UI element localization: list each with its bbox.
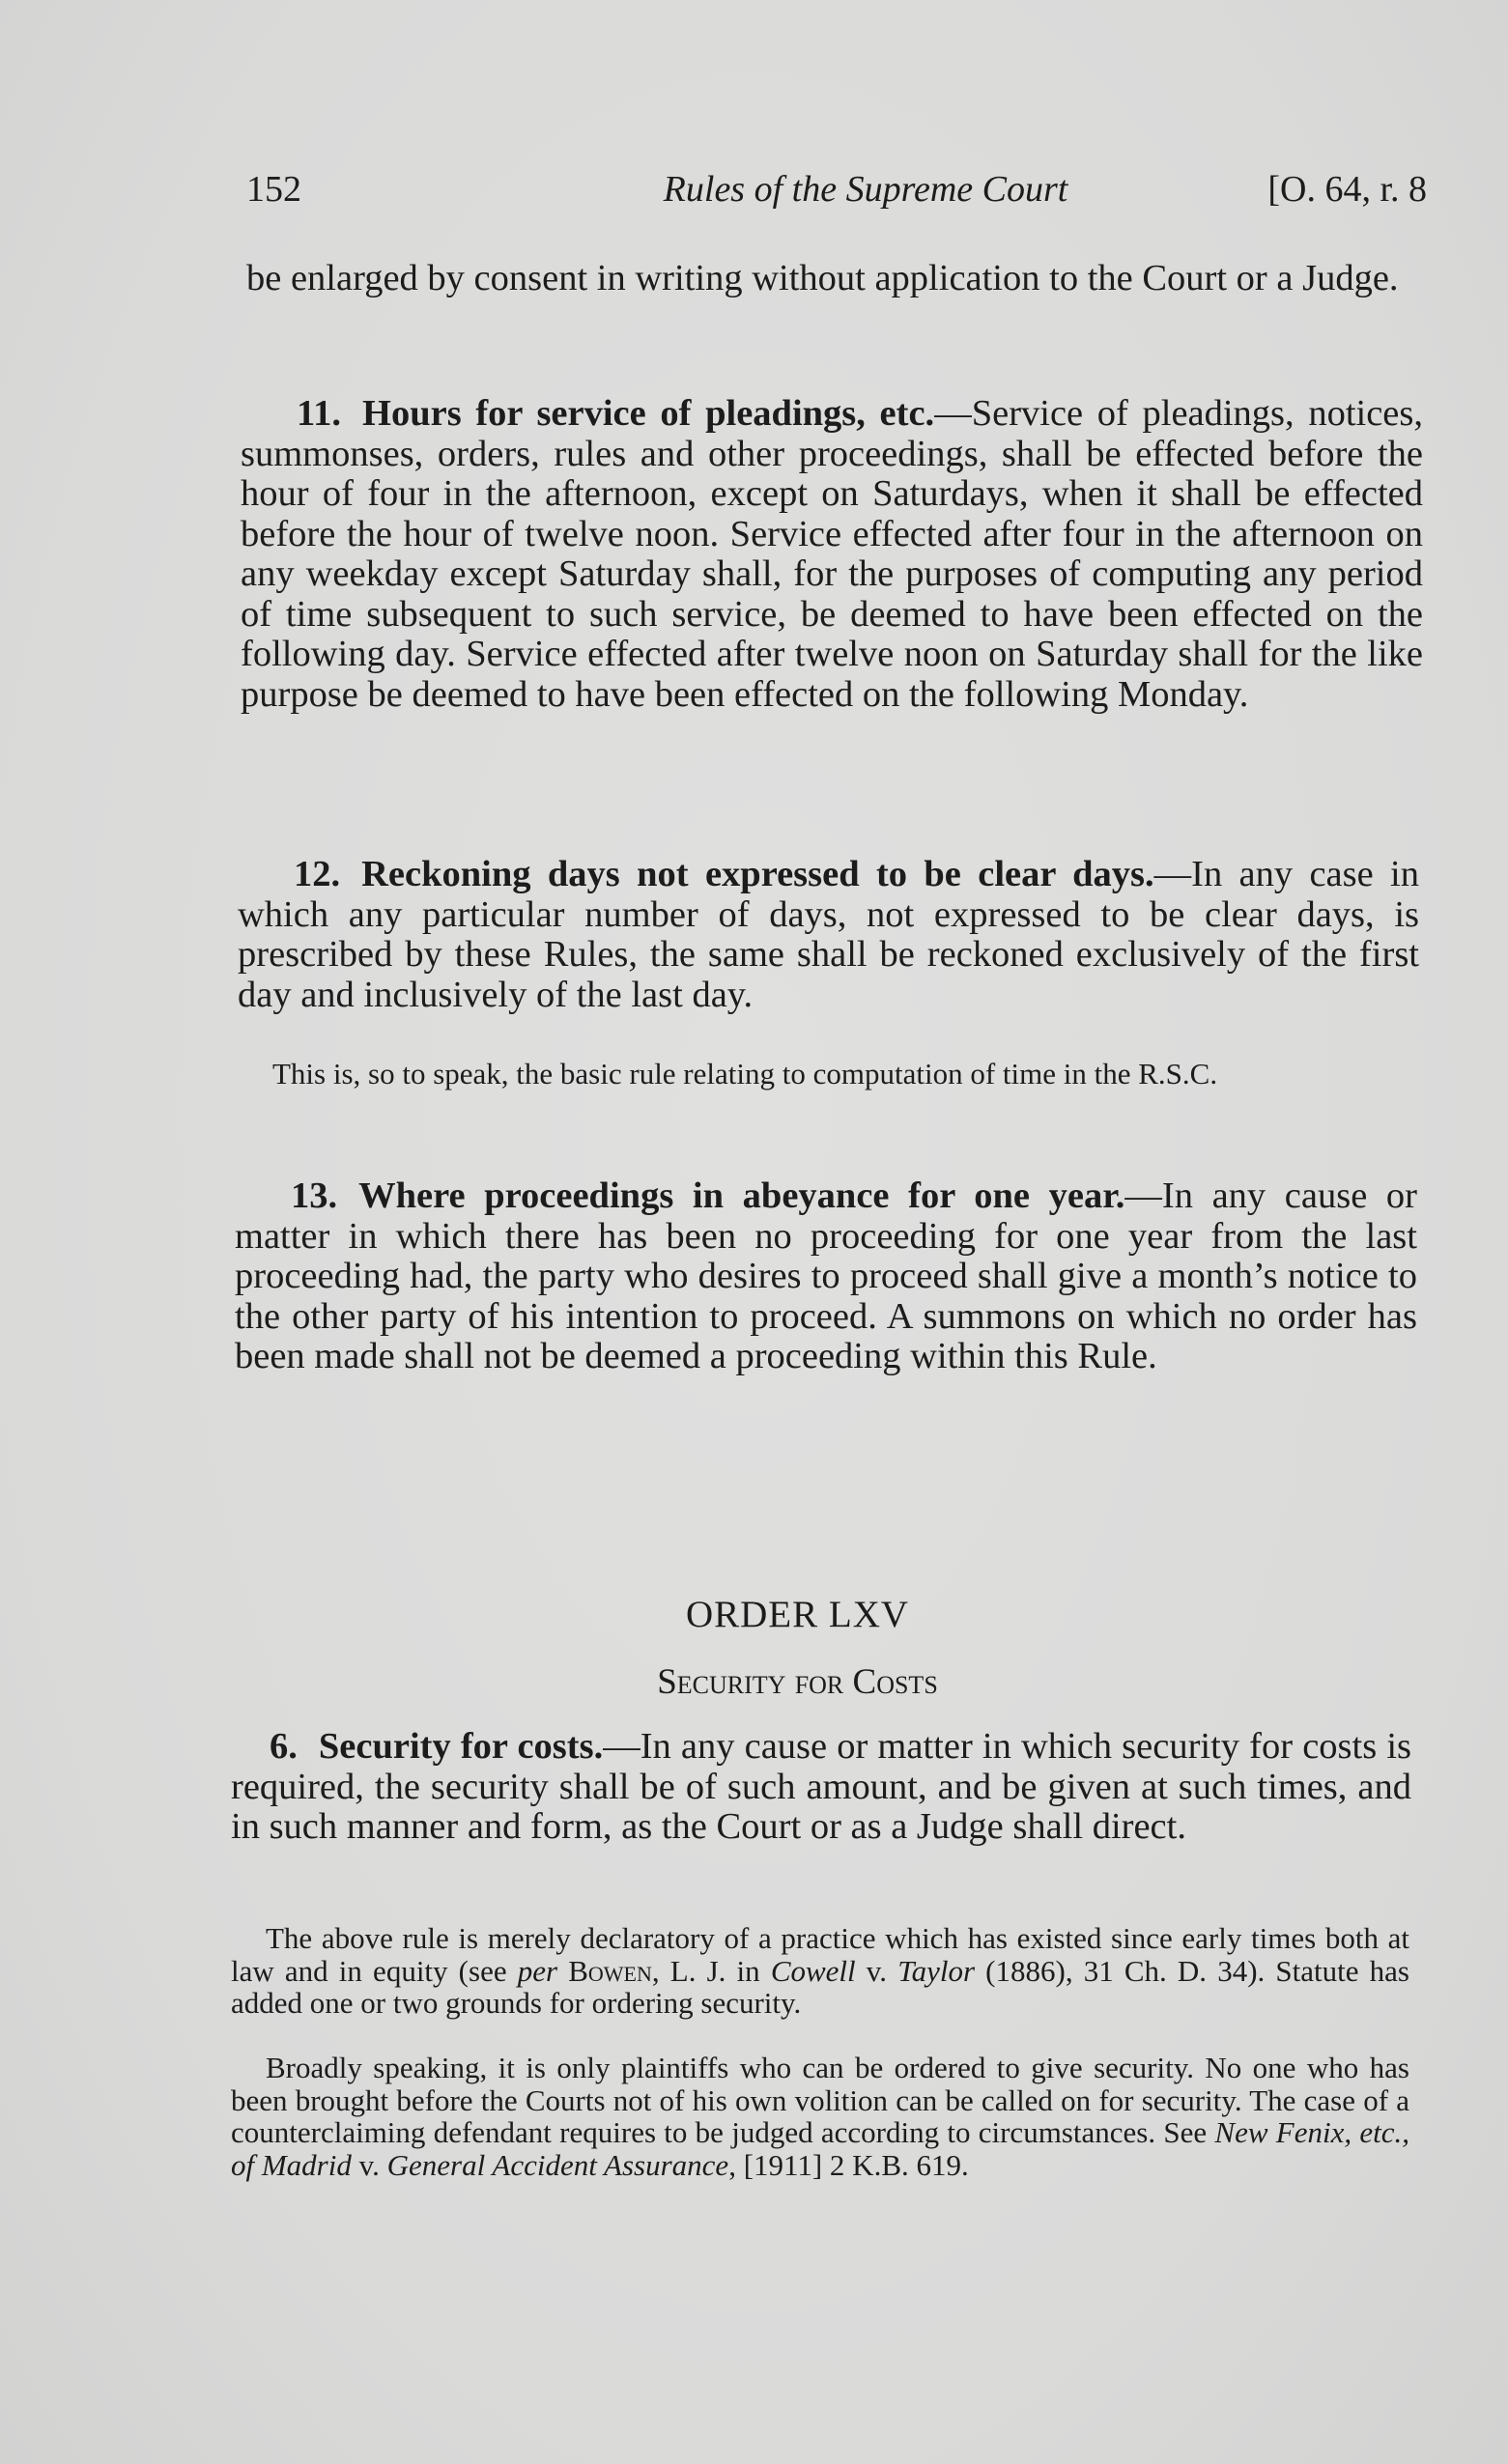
judge-name: Bowen: [568, 1953, 652, 1988]
rule-number: 11.: [297, 393, 342, 434]
versus: v.: [351, 2147, 387, 2182]
page-number: 152: [246, 169, 301, 210]
order-subtitle: Security for Costs: [657, 1662, 938, 1702]
case-party: Taylor: [897, 1953, 976, 1988]
rule-12: [238, 855, 1419, 1015]
section-reference: [O. 64, r. 8: [1267, 169, 1427, 210]
case-party: Cowell: [770, 1953, 856, 1988]
case-party: New Fenix, etc., of Madrid: [231, 2115, 1409, 2182]
running-head: [246, 166, 1427, 212]
rule-text: —In any case in which any particular number of days, not expressed to be clear days, is prescribed by these Rules, the same shall be reckoned exclusively of the first day and inclusively of the last day.: [238, 854, 1420, 1015]
note-text: The above rule is merely declaratory of a practice which has existed since early times both at law and in equity (see: [231, 1921, 1409, 1988]
case-party: General Accident Assurance: [386, 2147, 729, 2182]
rule-text: —In any cause or matter in which there has been no proceeding for one year from the last proceeding had, the party who desires to proceed shall give a month’s notice to the other party of his intention to proceed. A summons on which no order has been made shall not be deemed a proceeding within this Rule.: [235, 1175, 1418, 1376]
rule-text: —Service of pleadings, notices, summonses, orders, rules and other proceedings, shall be effected before the hour of four in the afternoon, except on Saturdays, when it shall be effected before the hour of twelve noon. Service effected after four in the afternoon on any weekday except Saturday shall, for the purposes of computing any period of time subsequent to such service, be deemed to have been effected on the following day. Service effected after twelve noon on Saturday shall for the like purpose be deemed to have been effected on the following Monday.: [241, 393, 1423, 715]
note-text: (1886), 31 Ch. D. 34). Statute has added one or two grounds for ordering security.: [231, 1953, 1409, 2020]
note-italic-per: per: [517, 1953, 558, 1988]
continuation-paragraph: be enlarged by consent in writing without application to the Court or a Judge.: [246, 258, 1399, 298]
order-65-rule-6: [231, 1727, 1411, 1848]
rule-heading: Security for costs.: [318, 1726, 604, 1767]
rule-12-note: This is, so to speak, the basic rule relating to computation of time in the R.S.C.: [272, 1057, 1218, 1090]
rule-number: 13.: [291, 1175, 338, 1216]
order-title: ORDER LXV: [685, 1594, 910, 1635]
rule-number: 6.: [270, 1726, 298, 1767]
versus: v.: [855, 1953, 898, 1988]
rule-text: —In any cause or matter in which security for costs is required, the security shall be of such amount, and be given at such times, and in such manner and form, as the Court or as a Judge shall direct.: [231, 1726, 1411, 1847]
order-65-note-2: [231, 2052, 1409, 2181]
rule-heading: Where proceedings in abeyance for one year.: [358, 1175, 1125, 1216]
rule-heading: Hours for service of pleadings, etc.: [362, 393, 935, 434]
rule-heading: Reckoning days not expressed to be clear days.: [361, 854, 1154, 894]
rule-number: 12.: [294, 854, 341, 894]
note-text: , L. J. in: [651, 1953, 771, 1988]
order-65-note-1: [231, 1922, 1409, 2020]
running-title: Rules of the Supreme Court: [663, 169, 1068, 210]
rule-13: [235, 1176, 1417, 1377]
note-text: Broadly speaking, it is only plaintiffs who can be ordered to give security. No one who has been brought before the Courts not of his own volition can be called on for security. The case of a counterclaiming defendant requires to be judged according to circumstances. See: [231, 2051, 1409, 2149]
rule-11: [241, 394, 1423, 715]
note-text: , [1911] 2 K.B. 619.: [728, 2147, 969, 2182]
